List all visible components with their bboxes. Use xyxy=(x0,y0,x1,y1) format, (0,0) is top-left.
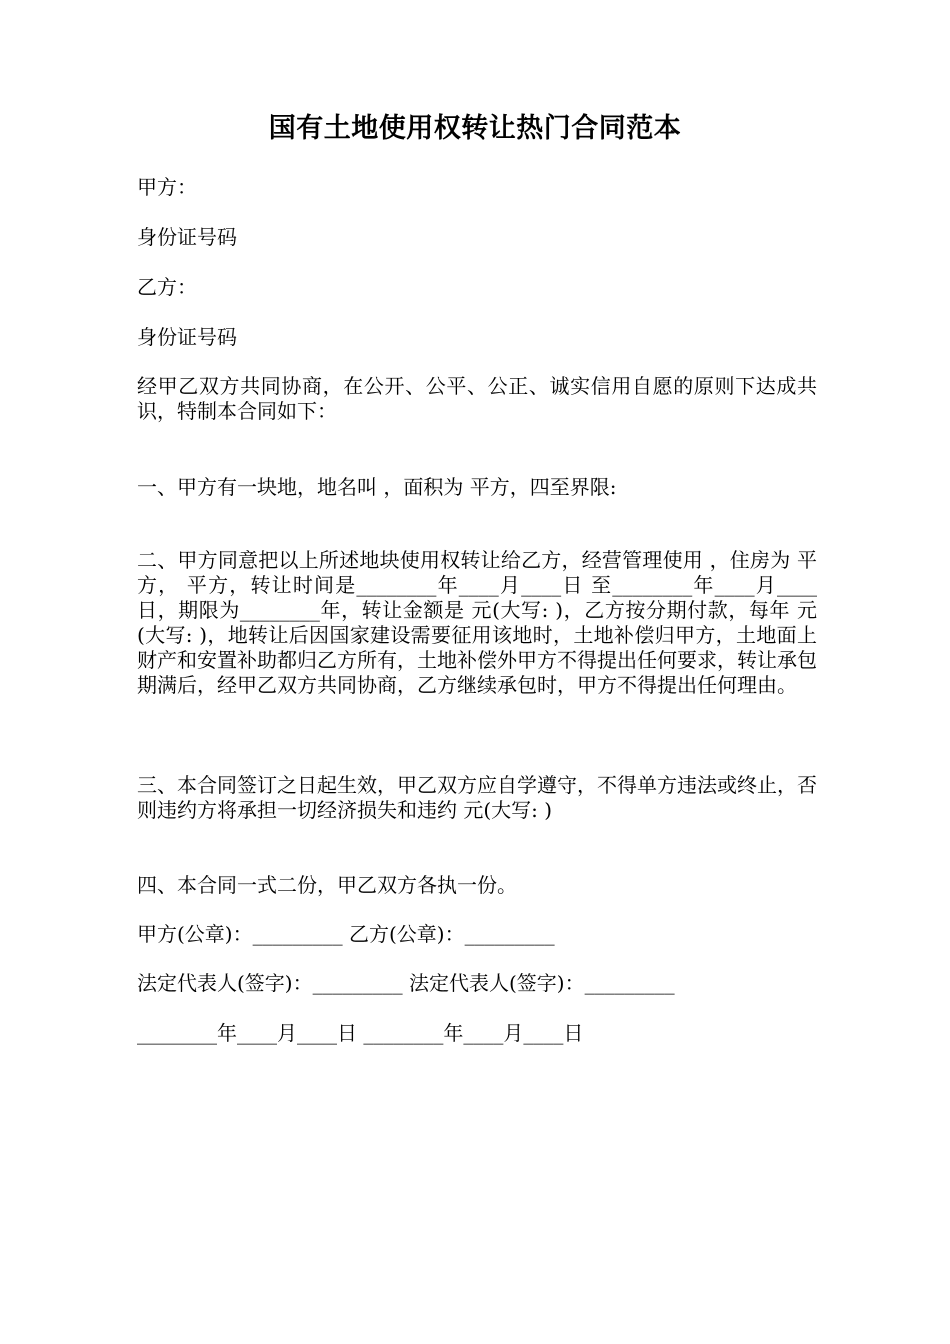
document-title: 国有土地使用权转让热门合同范本 xyxy=(268,113,682,144)
clause-3: 三、本合同签订之日起生效，甲乙双方应自学遵守，不得单方违法或终止，否则违约方将承担一切经济损失和违约 元(大写: ) xyxy=(137,773,817,822)
clause-2: 二、甲方同意把以上所述地块使用权转让给乙方，经营管理使用 ，住房为 平方， 平方，转让时间是________年____月____日 至________年____月____日，期限为________年，转让金额是 元(大写: )，乙方按分期付款，每年 元(大写: )，地转让后因国家建设需要征用该地时，土地补偿归甲方，土地面上财产和安置补助都归乙方所有，土地补偿外甲方不得提出任何要求，转让承包期满后，经甲乙双方共同协商，乙方继续承包时，甲方不得提出任何理由。 xyxy=(137,548,817,697)
party-b-id-label: 身份证号码 xyxy=(137,325,237,349)
clause-4: 四、本合同一式二份，甲乙双方各执一份。 xyxy=(137,873,517,897)
clause-1: 一、甲方有一块地，地名叫 ，面积为 平方，四至界限: xyxy=(137,475,617,499)
seal-signature-line: 甲方(公章)：_________ 乙方(公章)：_________ xyxy=(137,922,555,946)
party-a-label: 甲方： xyxy=(137,175,197,199)
party-a-id-label: 身份证号码 xyxy=(137,225,237,249)
date-line: ________年____月____日 ________年____月____日 xyxy=(137,1021,584,1045)
intro-paragraph: 经甲乙双方共同协商，在公开、公平、公正、诚实信用自愿的原则下达成共识，特制本合同如下： xyxy=(137,374,817,423)
representative-signature-line: 法定代表人(签字)：_________ 法定代表人(签字)：_________ xyxy=(137,971,675,995)
party-b-label: 乙方： xyxy=(137,275,197,299)
